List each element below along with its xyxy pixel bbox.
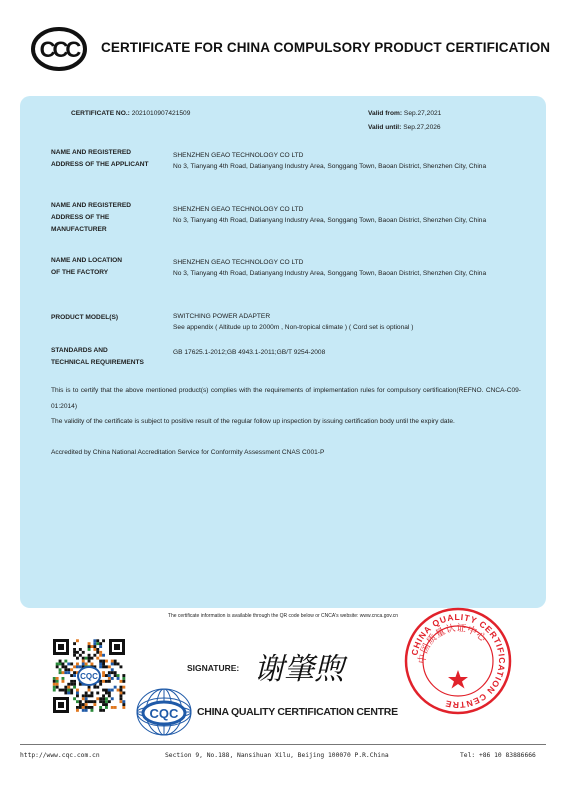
ccc-logo [31,27,87,71]
cqc-logo [135,687,193,737]
ccc-logo-text: CCC [39,37,79,62]
standards-value: GB 17625.1-2012;GB 4943.1-2011;GB/T 9254-2008 [173,349,326,356]
seal-inner-text: 中国质量认证中心 [416,622,489,665]
certificate-number-label: CERTIFICATE NO.: [71,110,130,117]
valid-from [368,110,441,117]
applicant-name: SHENZHEN GEAO TECHNOLOGY CO LTD [173,152,304,159]
manufacturer-address: No 3, Tianyang 4th Road, Datianyang Industry Area, Songgang Town, Baoan District, Shenzhen City, China [173,216,487,224]
signature [243,647,355,689]
product-model-detail: See appendix ( Altitude up to 2000m , Non-tropical climate ) ( Cord set is optional ) [173,323,414,331]
footer-address: Section 9, No.188, Nansihuan Xilu, Beijing 100070 P.R.China [165,752,389,759]
applicant-value [173,151,518,172]
certificate-number [71,110,190,117]
manufacturer-name: SHENZHEN GEAO TECHNOLOGY CO LTD [173,206,304,213]
factory-name: SHENZHEN GEAO TECHNOLOGY CO LTD [173,259,304,266]
qr-note: The certificate information is available through the QR code below or CNCA's website: www.cnca.gov.cn [167,613,399,619]
product-model-label: PRODUCT MODEL(S) [51,314,119,321]
seal-star-icon [448,670,468,689]
footer-divider [20,744,546,745]
manufacturer-value [173,205,518,226]
cqc-logo-text: CQC [149,706,179,721]
page-title: CERTIFICATE FOR CHINA COMPULSORY PRODUCT CERTIFICATION [101,40,551,55]
factory-label: NAME AND LOCATION OF THE FACTORY [51,257,123,276]
valid-until-label: Valid until: [368,124,402,131]
signature-label: SIGNATURE: [187,663,240,673]
validity-statement: The validity of the certificate is subject to positive result of the regular follow up inspection by issuing certification body until the expiry date. [51,418,455,425]
qr-center-logo: CQC [80,672,98,681]
factory-value [173,258,518,279]
valid-until-value: Sep.27,2026 [403,124,441,131]
certify-statement: This is to certify that the above mentioned product(s) complies with the requirements of implementation rules for compulsory certification(REFNO. CNCA-C09-01:2014) [51,387,521,410]
factory-address: No 3, Tianyang 4th Road, Datianyang Industry Area, Songgang Town, Baoan District, Shenzhen City, China [173,269,487,277]
footer-tel: Tel: +86 10 83886666 [460,752,536,759]
signature-glyphs: 谢肇煦 [254,652,344,687]
valid-from-label: Valid from: [368,110,403,117]
applicant-label: NAME AND REGISTERED ADDRESS OF THE APPLICANT [51,149,149,168]
applicant-address: No 3, Tianyang 4th Road, Datianyang Industry Area, Songgang Town, Baoan District, Shenzhen City, China [173,162,487,170]
accreditation-statement: Accredited by China National Accreditation Service for Conformity Assessment CNAS C001-P [51,449,325,456]
standards-label: STANDARDS AND TECHNICAL REQUIREMENTS [51,347,144,366]
product-model-value [173,312,518,333]
manufacturer-label: NAME AND REGISTERED ADDRESS OF THE MANUFACTURER [51,202,131,233]
valid-until [368,124,441,131]
valid-from-value: Sep.27,2021 [403,110,442,117]
qr-code[interactable] [51,637,127,715]
product-name: SWITCHING POWER ADAPTER [173,313,271,320]
certificate-number-value: 2021010907421509 [131,110,191,117]
official-seal [403,606,513,716]
footer-website[interactable]: http://www.cqc.com.cn [20,752,100,759]
issuer-name: CHINA QUALITY CERTIFICATION CENTRE [197,706,398,718]
seal-ring-text: CHINA QUALITY CERTIFICATION CENTRE [409,611,508,711]
